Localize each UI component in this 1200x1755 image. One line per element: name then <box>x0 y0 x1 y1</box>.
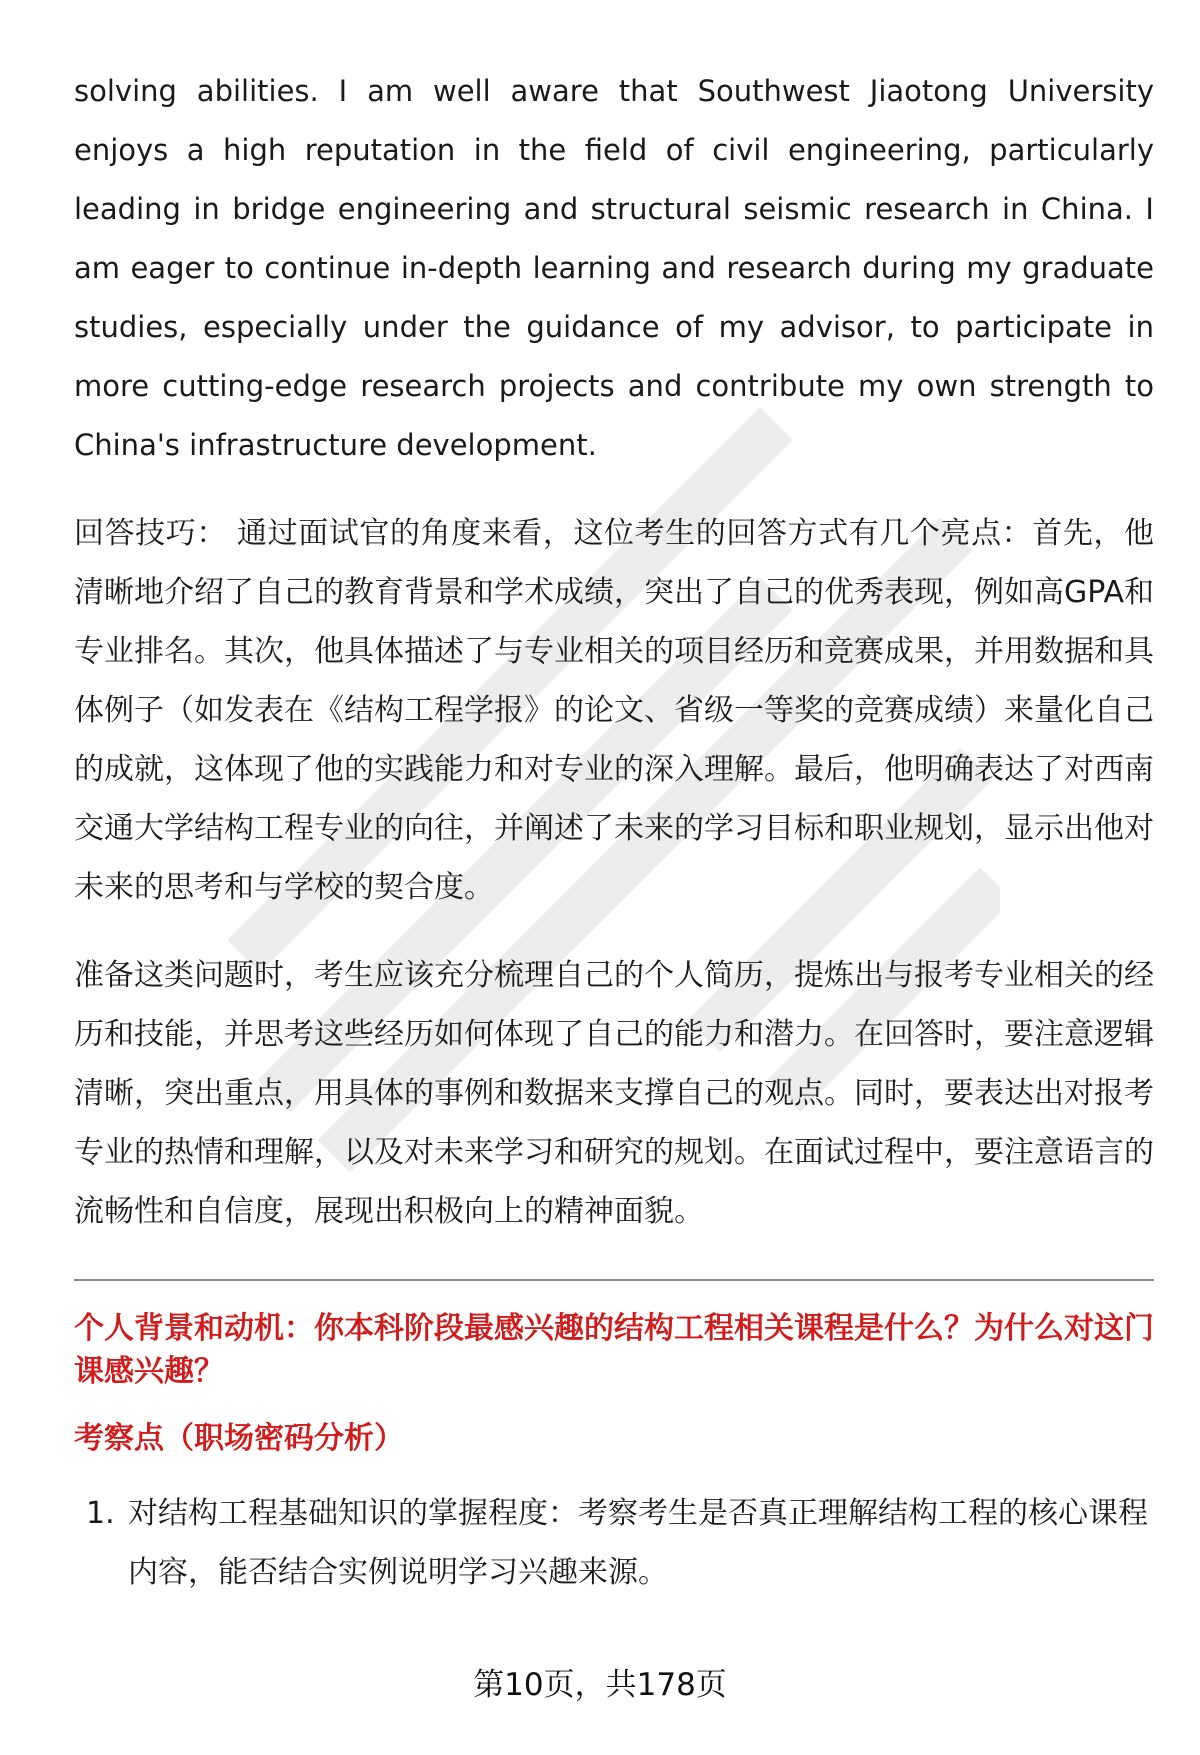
document-page <box>74 62 1154 1602</box>
list-item <box>74 1484 1154 1602</box>
preparation-advice-paragraph: 准备这类问题时，考生应该充分梳理自己的个人简历，提炼出与报考专业相关的经历和技能，并思考这些经历如何体现了自己的能力和潜力。在回答时，要注意逻辑清晰，突出重点，用具体的事例和数据来支撑自己的观点。同时，要表达出对报考专业的热情和理解，以及对未来学习和研究的规划。在面试过程中，要注意语言的流畅性和自信度，展现出积极向上的精神面貌。 <box>74 958 1154 1229</box>
answer-paragraph-english: solving abilities. I am well aware that Southwest Jiaotong University enjoys a high reputation in the field of civil engineering, particularly leading in bridge engineering and structural seismic research in China. I am eager to continue in-depth learning and research during my graduate studies, especially under the guidance of my advisor, to participate in more cutting-edge research projects and contribute my own strength to China's infrastructure development. <box>74 74 1154 462</box>
list-item-number: 1. <box>86 1496 115 1531</box>
assessment-points-list <box>74 1484 1154 1602</box>
question-heading: 个人背景和动机：你本科阶段最感兴趣的结构工程相关课程是什么？为什么对这门课感兴趣？ <box>74 1311 1154 1389</box>
list-item-text: 对结构工程基础知识的掌握程度：考察考生是否真正理解结构工程的核心课程内容，能否结合实例说明学习兴趣来源。 <box>128 1496 1148 1590</box>
assessment-points-heading: 考察点（职场密码分析） <box>74 1421 404 1456</box>
answer-tips-paragraph: 回答技巧： 通过面试官的角度来看，这位考生的回答方式有几个亮点：首先，他清晰地介绍了自己的教育背景和学术成绩，突出了自己的优秀表现，例如高GPA和专业排名。其次，他具体描述了与专业相关的项目经历和竞赛成果，并用数据和具体例子（如发表在《结构工程学报》的论文、省级一等奖的竞赛成绩）来量化自己的成就，这体现了他的实践能力和对专业的深入理解。最后，他明确表达了对西南交通大学结构工程专业的向往，并阐述了未来的学习目标和职业规划，显示出他对未来的思考和与学校的契合度。 <box>74 516 1154 905</box>
page-footer: 第10页，共178页 <box>473 1667 727 1703</box>
section-divider <box>74 1279 1154 1281</box>
